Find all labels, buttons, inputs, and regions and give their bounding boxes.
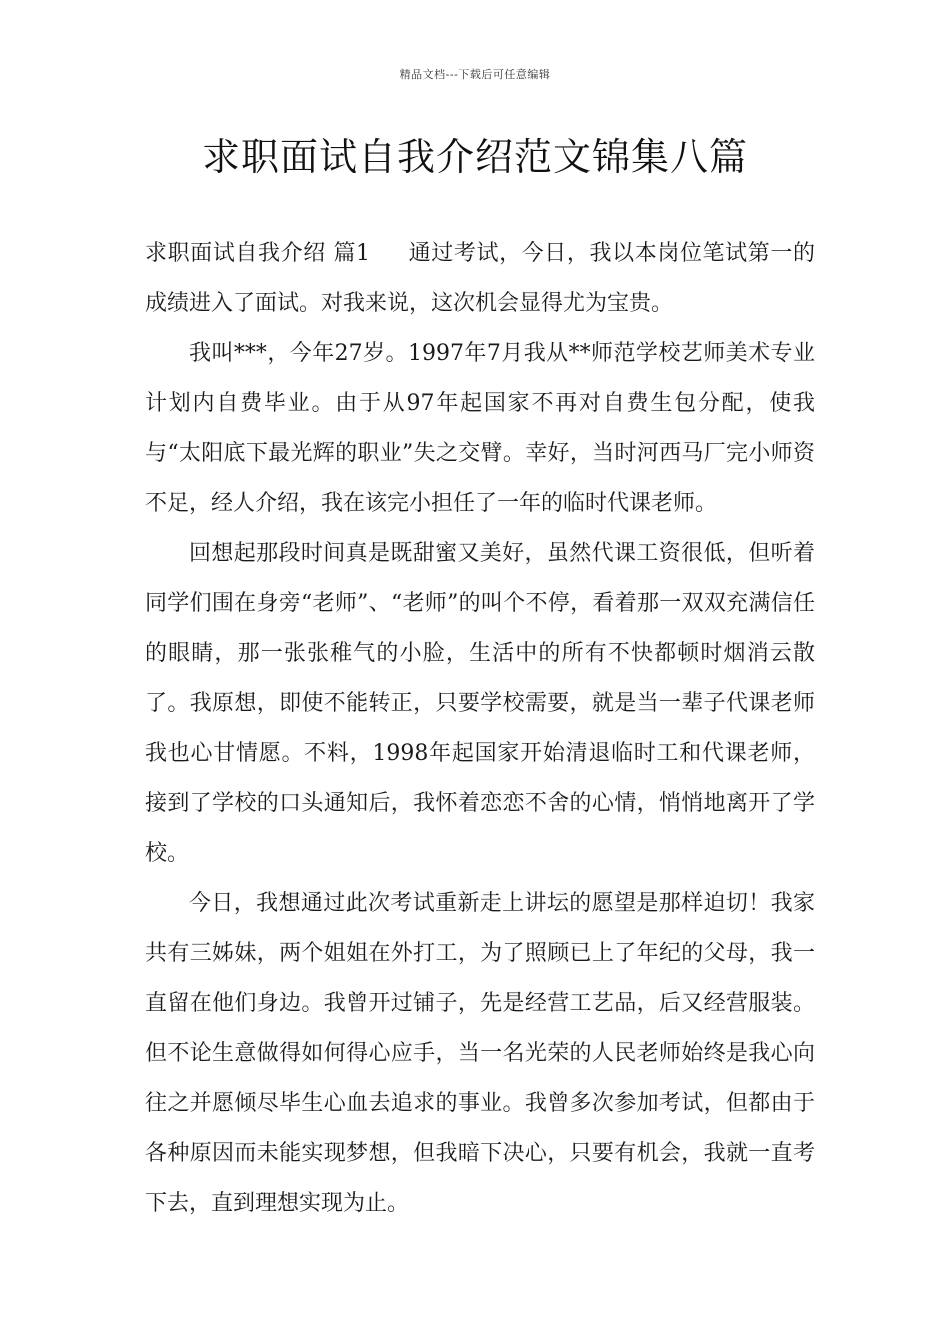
document-body [145, 229, 815, 1229]
section-label: 求职面试自我介绍 篇1 [145, 241, 371, 266]
paragraph-2: 我叫***，今年27岁。1997年7月我从**师范学校艺师美术专业计划内自费毕业。由于从97年起国家不再对自费生包分配，使我与“太阳底下最光辉的职业”失之交臂。幸好，当时河西马厂完小师资不足，经人介绍，我在该完小担任了一年的临时代课老师。 [145, 341, 815, 516]
document-title: 求职面试自我介绍范文锦集八篇 [201, 135, 748, 179]
paragraph-3: 回想起那段时间真是既甜蜜又美好，虽然代课工资很低，但听着同学们围在身旁“老师”、“老师”的叫个不停，看着那一双双充满信任的眼睛，那一张张稚气的小脸，生活中的所有不快都顿时烟消云散了。我原想，即使不能转正，只要学校需要，就是当一辈子代课老师我也心甘情愿。不料，1998年起国家开始清退临时工和代课老师，接到了学校的口头通知后，我怀着恋恋不舍的心情，悄悄地离开了学校。 [145, 541, 815, 866]
paragraph-1 [145, 229, 815, 329]
header-note: 精品文档---下载后可任意编辑 [399, 68, 551, 81]
paragraph-4: 今日，我想通过此次考试重新走上讲坛的愿望是那样迫切！我家共有三姊妹，两个姐姐在外打工，为了照顾已上了年纪的父母，我一直留在他们身边。我曾开过铺子，先是经营工艺品，后又经营服装。但不论生意做得如何得心应手，当一名光荣的人民老师始终是我心向往之并愿倾尽毕生心血去追求的事业。我曾多次参加考试，但都由于各种原因而未能实现梦想，但我暗下决心，只要有机会，我就一直考下去，直到理想实现为止。 [145, 891, 815, 1216]
paragraph-1-text: 通过考试，今日，我以本岗位笔试第一的成绩进入了面试。对我来说，这次机会显得尤为宝贵。 [145, 241, 815, 316]
